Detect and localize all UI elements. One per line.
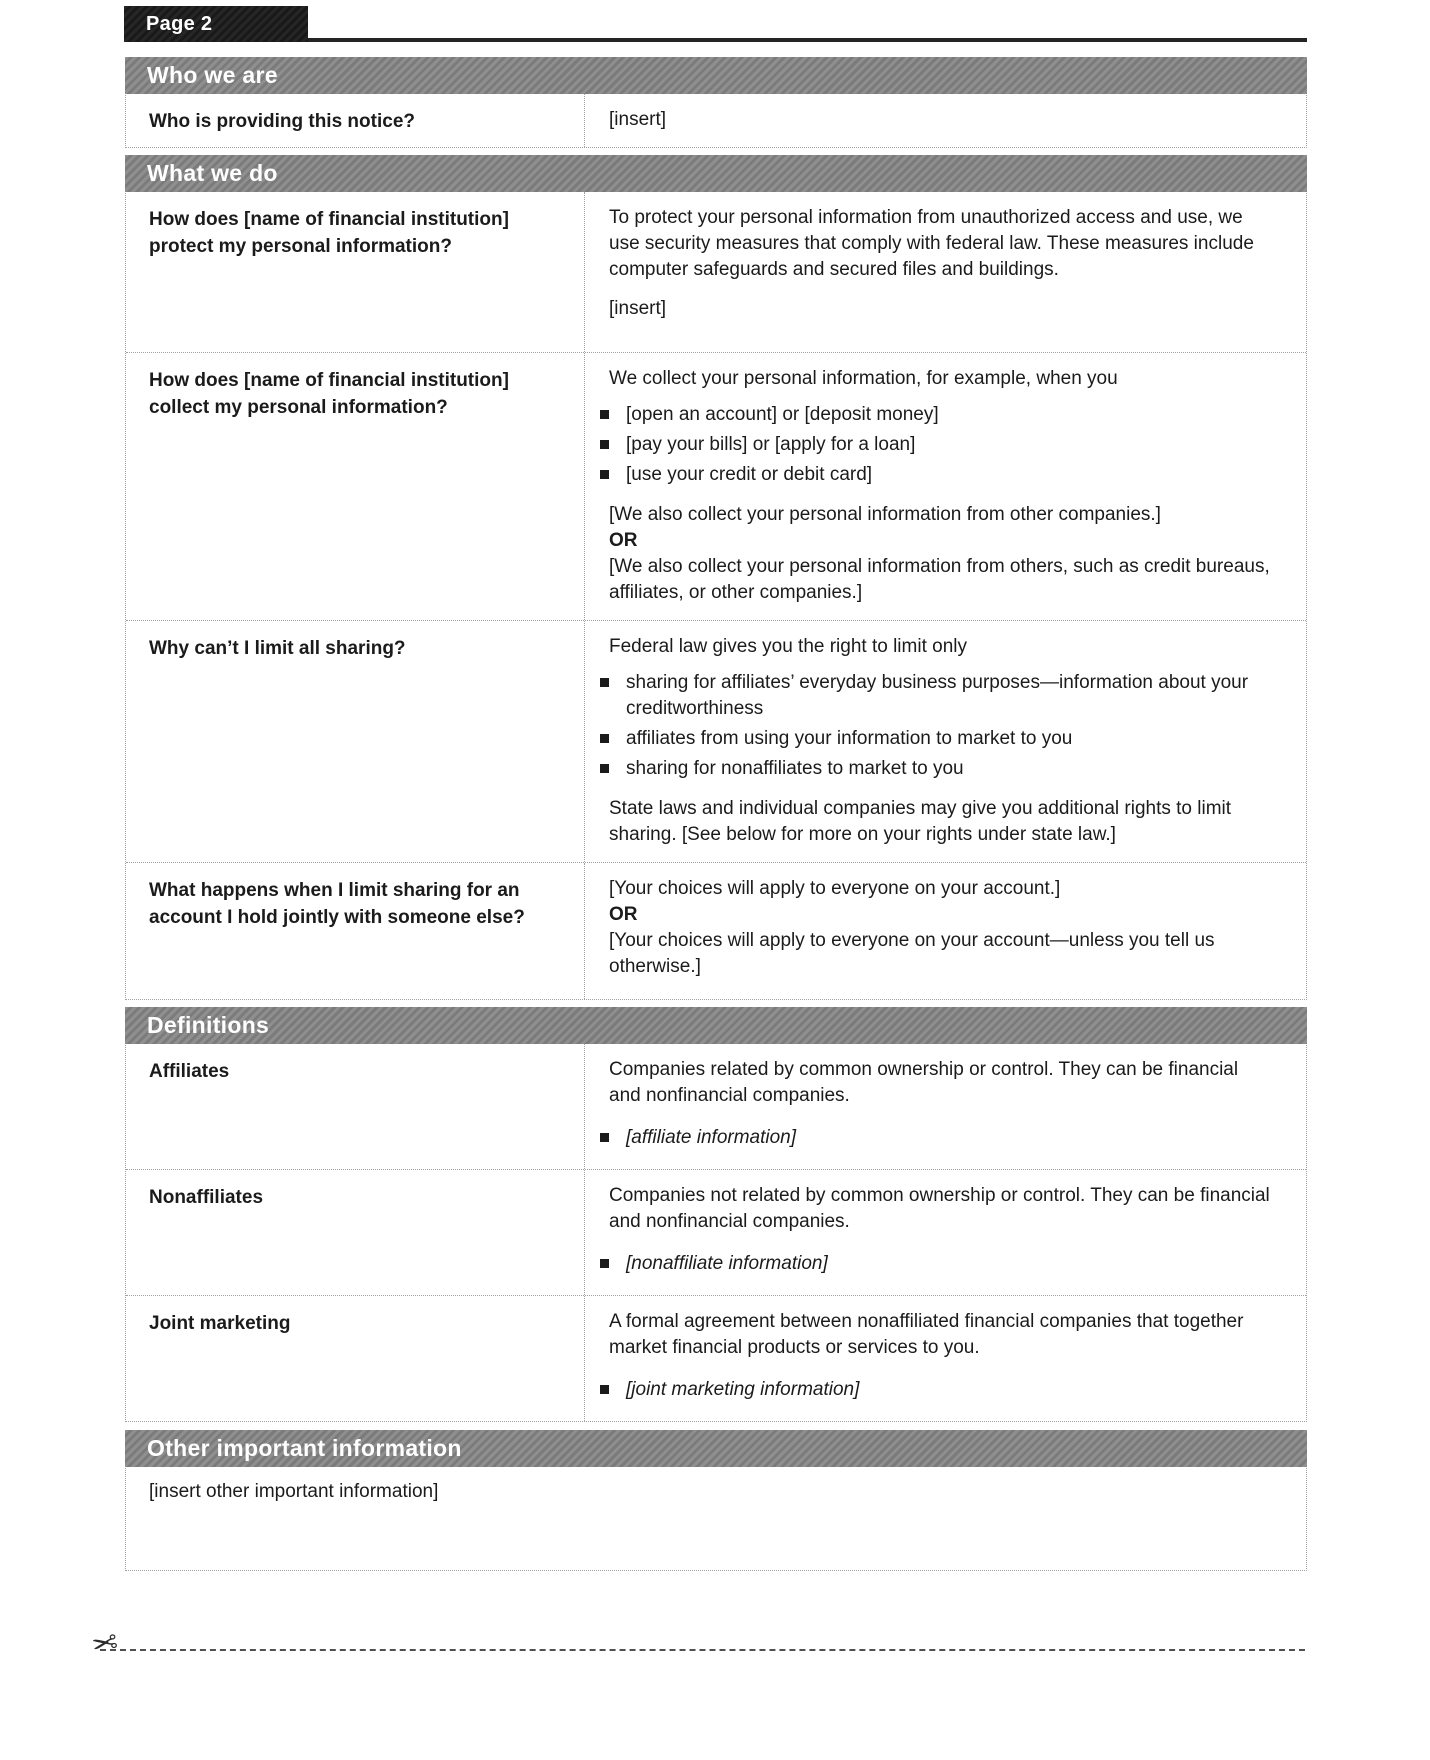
paragraph: [We also collect your personal information from other companies.] (609, 504, 1161, 525)
bullet-text: [joint marketing information] (626, 1379, 860, 1400)
list-item (609, 1125, 1270, 1151)
table-row (126, 352, 1306, 620)
definition-cell (585, 1296, 1306, 1421)
bullet-square-icon (600, 470, 609, 479)
bullet-square-icon (600, 410, 609, 419)
bullet-text: [open an account] or [deposit money] (626, 404, 939, 425)
paragraph: [insert other important information] (149, 1481, 439, 1502)
definition-cell (585, 1044, 1306, 1169)
answer-cell (585, 621, 1306, 862)
bullet-square-icon (600, 678, 609, 687)
bullet-list (609, 670, 1270, 782)
bullet-square-icon (600, 764, 609, 773)
paragraph: [insert] (609, 109, 667, 130)
paragraph: [Your choices will apply to everyone on your account.] (609, 878, 1061, 899)
bullet-text: [use your credit or debit card] (626, 464, 873, 485)
bullet-square-icon (600, 734, 609, 743)
bullet-square-icon (600, 1133, 609, 1142)
bullet-square-icon (600, 440, 609, 449)
bullet-text: affiliates from using your information to market to you (626, 728, 1073, 749)
table-row (126, 620, 1306, 862)
or-label: OR (609, 904, 638, 925)
bullet-square-icon (600, 1385, 609, 1394)
answer-cell (585, 353, 1306, 620)
answer-cell (585, 94, 1306, 147)
other-information-cell (126, 1467, 1306, 1570)
answer-cell (585, 863, 1306, 999)
bullet-square-icon (600, 1259, 609, 1268)
list-item (609, 670, 1270, 722)
section-definitions (125, 1007, 1307, 1422)
paragraph: [insert] (609, 298, 667, 319)
page-tab: Page 2 (124, 6, 308, 42)
paragraph: Federal law gives you the right to limit only (609, 636, 967, 657)
term-cell: Affiliates (126, 1044, 585, 1169)
section-header-what-we-do: What we do (125, 155, 1307, 192)
bullet-text: [affiliate information] (626, 1127, 797, 1148)
table-row (126, 192, 1306, 352)
question-cell: Why can’t I limit all sharing? (126, 621, 585, 862)
bullet-text: sharing for affiliates’ everyday business purposes—information about your creditworthiness (626, 672, 1249, 719)
document-page (88, 0, 1307, 1664)
list-item (609, 1251, 1270, 1277)
bullet-text: [pay your bills] or [apply for a loan] (626, 434, 916, 455)
question-cell: How does [name of financial institution] collect my personal information? (126, 353, 585, 620)
cut-line (88, 1624, 1305, 1664)
paragraph: Companies not related by common ownership or control. They can be financial and nonfinancial companies. (609, 1185, 1270, 1232)
list-item (609, 432, 1270, 458)
question-cell: What happens when I limit sharing for an account I hold jointly with someone else? (126, 863, 585, 999)
page-tab-rule (125, 7, 1307, 42)
list-item (609, 402, 1270, 428)
section-what-we-do (125, 155, 1307, 1000)
section-who-we-are (125, 57, 1307, 148)
paragraph: We collect your personal information, for example, when you (609, 368, 1118, 389)
table-row (126, 862, 1306, 999)
table-row (126, 1169, 1306, 1295)
bullet-text: sharing for nonaffiliates to market to you (626, 758, 964, 779)
question-cell: Who is providing this notice? (126, 94, 585, 147)
scissors-icon: ✂ (88, 1624, 121, 1664)
paragraph: [Your choices will apply to everyone on your account—unless you tell us otherwise.] (609, 930, 1215, 977)
question-cell: How does [name of financial institution] protect my personal information? (126, 192, 585, 352)
list-item (609, 756, 1270, 782)
paragraph: Companies related by common ownership or control. They can be financial and nonfinancial companies. (609, 1059, 1239, 1106)
section-header-who-we-are: Who we are (125, 57, 1307, 94)
term-cell: Joint marketing (126, 1296, 585, 1421)
term-cell: Nonaffiliates (126, 1170, 585, 1295)
table-row (126, 1295, 1306, 1421)
paragraph: A formal agreement between nonaffiliated financial companies that together market financial products or services to you. (609, 1311, 1244, 1358)
section-header-definitions: Definitions (125, 1007, 1307, 1044)
definition-cell (585, 1170, 1306, 1295)
paragraph: To protect your personal information from unauthorized access and use, we use security measures that comply with federal law. These measures include computer safeguards and secured files and buildings. (609, 207, 1254, 280)
list-item (609, 462, 1270, 488)
table-row (126, 1044, 1306, 1169)
list-item (609, 726, 1270, 752)
paragraph: [We also collect your personal information from others, such as credit bureaus, affiliates, or other companies.] (609, 556, 1270, 603)
bullet-text: [nonaffiliate information] (626, 1253, 828, 1274)
answer-cell (585, 192, 1306, 352)
section-other-important-information (125, 1430, 1307, 1571)
paragraph: State laws and individual companies may give you additional rights to limit sharing. [See below for more on your rights under state law.] (609, 798, 1232, 845)
or-label: OR (609, 530, 638, 551)
table-row (126, 94, 1306, 147)
section-header-other-important-information: Other important information (125, 1430, 1307, 1467)
bullet-list (609, 402, 1270, 488)
list-item (609, 1377, 1270, 1403)
